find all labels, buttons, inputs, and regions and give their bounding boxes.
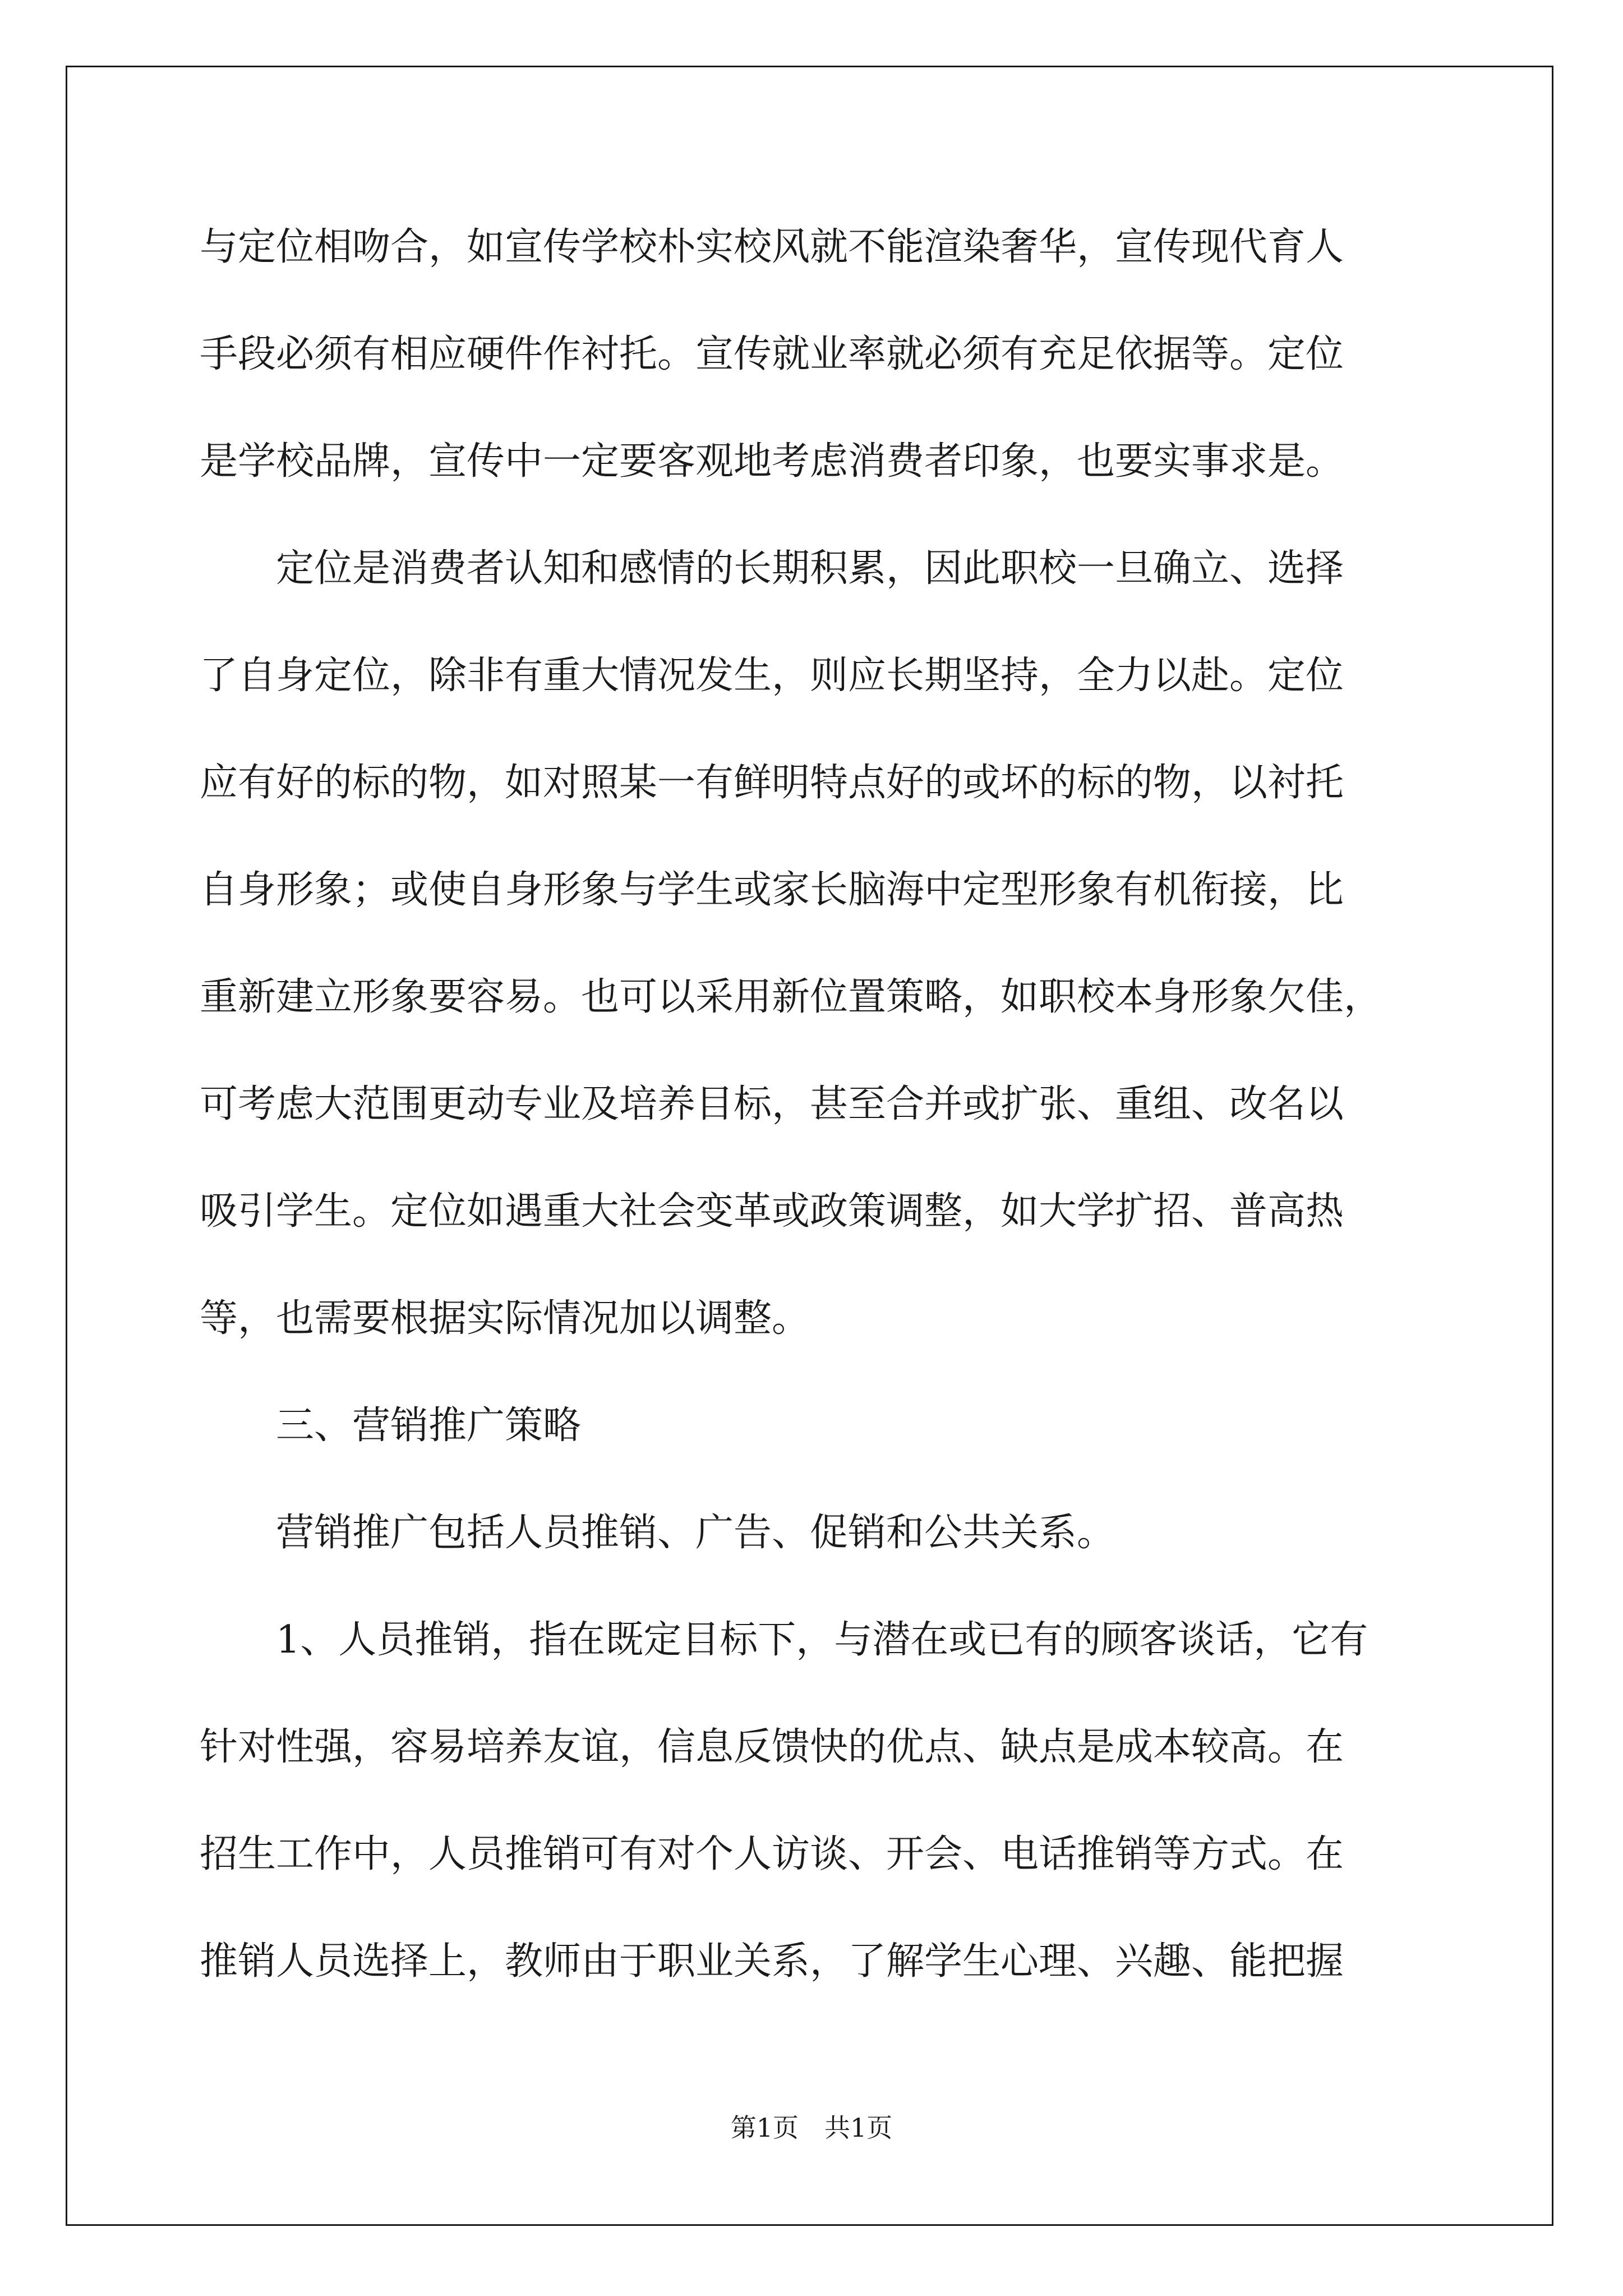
text-line: 可考虑大范围更动专业及培养目标，甚至合并或扩张、重组、改名以 (200, 1082, 1344, 1126)
section-heading: 三、营销推广策略 (200, 1404, 582, 1448)
text-line: 手段必须有相应硬件作衬托。宣传就业率就必须有充足依据等。定位 (200, 332, 1344, 376)
text-line: 自身形象；或使自身形象与学生或家长脑海中定型形象有机衔接，比 (200, 868, 1344, 912)
text-line: 1、人员推销，指在既定目标下，与潜在或已有的顾客谈话，它有 (200, 1618, 1368, 1662)
text-line: 与定位相吻合，如宣传学校朴实校风就不能渲染奢华，宣传现代育人 (200, 225, 1344, 269)
text-line: 营销推广包括人员推销、广告、促销和公共关系。 (200, 1511, 1115, 1555)
text-line: 是学校品牌，宣传中一定要客观地考虑消费者印象，也要实事求是。 (200, 439, 1344, 484)
text-line: 应有好的标的物，如对照某一有鲜明特点好的或坏的标的物，以衬托 (200, 761, 1344, 805)
text-line: 吸引学生。定位如遇重大社会变革或政策调整，如大学扩招、普高热 (200, 1189, 1344, 1234)
text-line: 定位是消费者认知和感情的长期积累，因此职校一旦确立、选择 (200, 546, 1344, 591)
text-line: 等，也需要根据实际情况加以调整。 (200, 1296, 810, 1341)
text-line: 重新建立形象要容易。也可以采用新位置策略，如职校本身形象欠佳， (200, 975, 1382, 1019)
page-border (66, 66, 1553, 2226)
page-footer: 第1页 共1页 (730, 2113, 893, 2143)
text-line: 了自身定位，除非有重大情况发生，则应长期坚持，全力以赴。定位 (200, 654, 1344, 698)
text-line: 推销人员选择上，教师由于职业关系，了解学生心理、兴趣、能把握 (200, 1939, 1344, 1984)
text-line: 招生工作中，人员推销可有对个人访谈、开会、电话推销等方式。在 (200, 1832, 1344, 1876)
text-line: 针对性强，容易培养友谊，信息反馈快的优点、缺点是成本较高。在 (200, 1725, 1344, 1769)
